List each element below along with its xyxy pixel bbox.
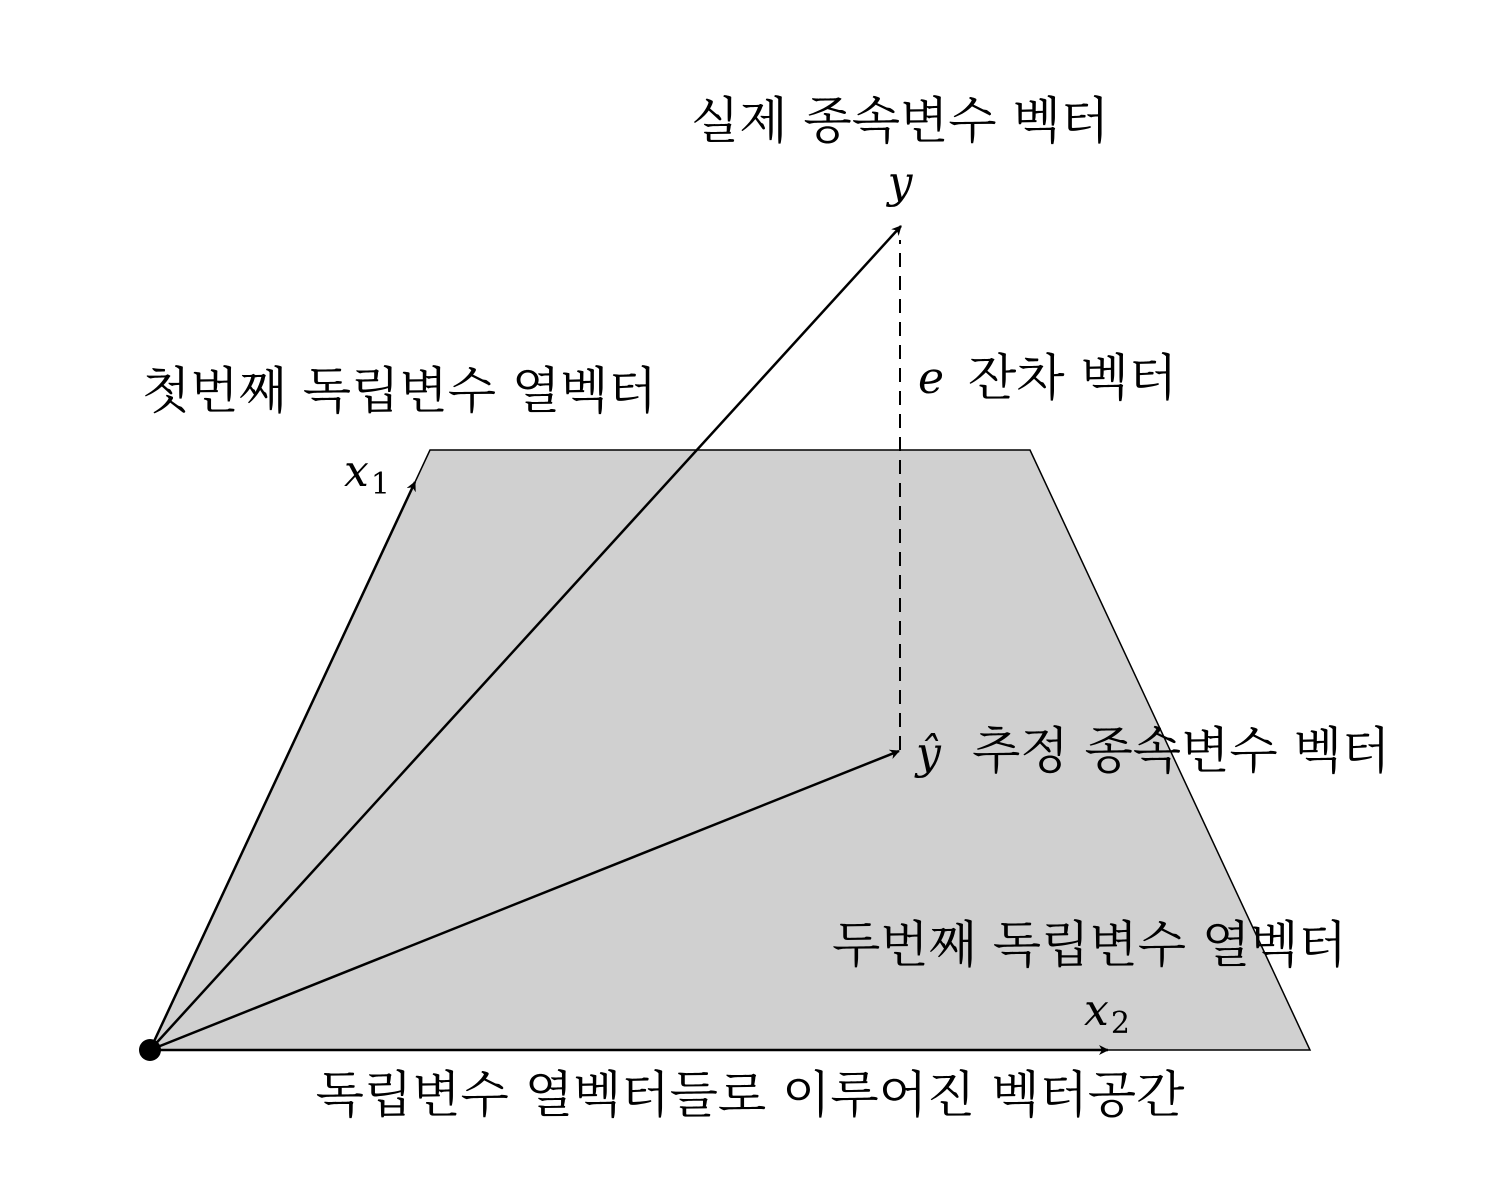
- residual-title: 잔차 벡터: [968, 349, 1178, 407]
- actual-y-title: 실제 종속변수 벡터: [690, 92, 1110, 150]
- x2-symbol-subscript: 2: [1110, 1006, 1130, 1041]
- yhat-title: 추정 종속변수 벡터: [972, 722, 1391, 780]
- yhat-symbol: ŷ: [916, 728, 941, 779]
- residual-symbol: e: [918, 353, 945, 404]
- vector-space-title: 독립변수 열벡터들로 이루어진 벡터공간: [315, 1066, 1185, 1124]
- x1-symbol-base: x: [344, 446, 369, 497]
- x1-symbol-subscript: 1: [370, 467, 390, 502]
- origin-point: [139, 1039, 161, 1061]
- x1-symbol: [344, 446, 390, 502]
- x1-title: 첫번째 독립변수 열벡터: [142, 362, 657, 420]
- x2-symbol-base: x: [1084, 985, 1109, 1036]
- x2-title: 두번째 독립변수 열벡터: [832, 916, 1347, 974]
- y-symbol: y: [887, 157, 913, 208]
